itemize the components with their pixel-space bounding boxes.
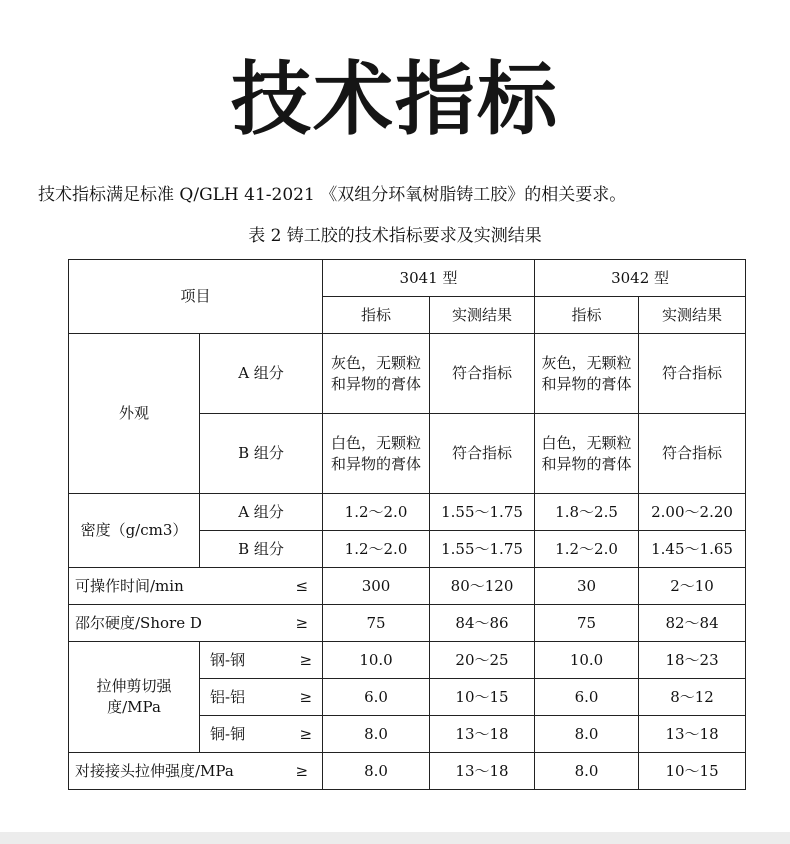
appearance-a-spec: 灰色，无颗粒和异物的膏体 bbox=[323, 334, 430, 414]
component-a-label: A 组分 bbox=[200, 334, 323, 414]
model-3041-header: 3041 型 bbox=[323, 260, 535, 297]
table-cell: 8.0 bbox=[323, 716, 430, 753]
steel-steel-text: 钢-钢 bbox=[210, 650, 246, 669]
intro-text: 技术指标满足标准 Q/GLH 41-2021 《双组分环氧树脂铸工胶》的相关要求。 bbox=[38, 185, 627, 205]
greater-equal-symbol: ≥ bbox=[299, 724, 313, 743]
butt-joint-text: 对接接头拉伸强度/MPa bbox=[75, 761, 234, 780]
table-cell: 8.0 bbox=[535, 753, 639, 790]
table-cell: 6.0 bbox=[535, 679, 639, 716]
aluminum-aluminum-label bbox=[200, 679, 323, 716]
table-cell: 30 bbox=[535, 568, 639, 605]
table-cell: 1.2～2.0 bbox=[323, 531, 430, 568]
copper-copper-text: 铜-铜 bbox=[210, 724, 246, 743]
table-row bbox=[69, 753, 746, 790]
spec-header: 指标 bbox=[535, 297, 639, 334]
component-a-label: A 组分 bbox=[200, 494, 323, 531]
hardness-text: 邵尔硬度/Shore D bbox=[75, 613, 202, 632]
pot-life-label bbox=[69, 568, 323, 605]
table-cell: 10～15 bbox=[639, 753, 746, 790]
steel-steel-label bbox=[200, 642, 323, 679]
bottom-divider bbox=[0, 832, 790, 844]
spec-table bbox=[68, 259, 746, 790]
table-row bbox=[69, 334, 746, 414]
table-cell: 10.0 bbox=[535, 642, 639, 679]
table-cell: 80～120 bbox=[430, 568, 535, 605]
table-cell: 8～12 bbox=[639, 679, 746, 716]
table-row bbox=[69, 568, 746, 605]
table-cell: 1.2～2.0 bbox=[323, 494, 430, 531]
page-title: 技术指标 bbox=[231, 53, 559, 146]
greater-equal-symbol: ≥ bbox=[295, 613, 309, 632]
table-cell: 75 bbox=[323, 605, 430, 642]
table-cell: 8.0 bbox=[323, 753, 430, 790]
greater-equal-symbol: ≥ bbox=[299, 687, 313, 706]
table-cell: 18～23 bbox=[639, 642, 746, 679]
table-header-row bbox=[69, 260, 746, 297]
appearance-a-spec: 灰色，无颗粒和异物的膏体 bbox=[535, 334, 639, 414]
table-caption: 表 2 铸工胶的技术指标要求及实测结果 bbox=[248, 226, 542, 246]
pot-life-text: 可操作时间/min bbox=[75, 576, 184, 595]
appearance-label: 外观 bbox=[69, 334, 200, 494]
density-label: 密度（g/cm3） bbox=[69, 494, 200, 568]
table-row bbox=[69, 605, 746, 642]
table-cell: 13～18 bbox=[430, 716, 535, 753]
table-row bbox=[69, 494, 746, 531]
table-cell: 300 bbox=[323, 568, 430, 605]
result-header: 实测结果 bbox=[430, 297, 535, 334]
aluminum-aluminum-text: 铝-铝 bbox=[210, 687, 246, 706]
component-b-label: B 组分 bbox=[200, 414, 323, 494]
appearance-a-result: 符合指标 bbox=[430, 334, 535, 414]
table-cell: 84～86 bbox=[430, 605, 535, 642]
table-cell: 10～15 bbox=[430, 679, 535, 716]
greater-equal-symbol: ≥ bbox=[295, 761, 309, 780]
appearance-b-result: 符合指标 bbox=[430, 414, 535, 494]
table-cell: 1.8～2.5 bbox=[535, 494, 639, 531]
table-cell: 1.55～1.75 bbox=[430, 531, 535, 568]
component-b-label: B 组分 bbox=[200, 531, 323, 568]
table-cell: 1.45～1.65 bbox=[639, 531, 746, 568]
appearance-b-spec: 白色，无颗粒和异物的膏体 bbox=[323, 414, 430, 494]
table-cell: 1.55～1.75 bbox=[430, 494, 535, 531]
appearance-b-result: 符合指标 bbox=[639, 414, 746, 494]
appearance-a-result: 符合指标 bbox=[639, 334, 746, 414]
table-cell: 2.00～2.20 bbox=[639, 494, 746, 531]
table-cell: 13～18 bbox=[430, 753, 535, 790]
table-cell: 82～84 bbox=[639, 605, 746, 642]
table-cell: 75 bbox=[535, 605, 639, 642]
table-cell: 1.2～2.0 bbox=[535, 531, 639, 568]
butt-joint-label bbox=[69, 753, 323, 790]
table-row bbox=[69, 642, 746, 679]
table-cell: 13～18 bbox=[639, 716, 746, 753]
table-cell: 8.0 bbox=[535, 716, 639, 753]
appearance-b-spec: 白色，无颗粒和异物的膏体 bbox=[535, 414, 639, 494]
table-cell: 6.0 bbox=[323, 679, 430, 716]
item-header: 项目 bbox=[69, 260, 323, 334]
table-cell: 20～25 bbox=[430, 642, 535, 679]
hardness-label bbox=[69, 605, 323, 642]
table-cell: 2～10 bbox=[639, 568, 746, 605]
table-cell: 10.0 bbox=[323, 642, 430, 679]
greater-equal-symbol: ≥ bbox=[299, 650, 313, 669]
spec-header: 指标 bbox=[323, 297, 430, 334]
less-equal-symbol: ≤ bbox=[295, 576, 309, 595]
copper-copper-label bbox=[200, 716, 323, 753]
model-3042-header: 3042 型 bbox=[535, 260, 746, 297]
shear-strength-label: 拉伸剪切强度/MPa bbox=[69, 642, 200, 753]
result-header: 实测结果 bbox=[639, 297, 746, 334]
